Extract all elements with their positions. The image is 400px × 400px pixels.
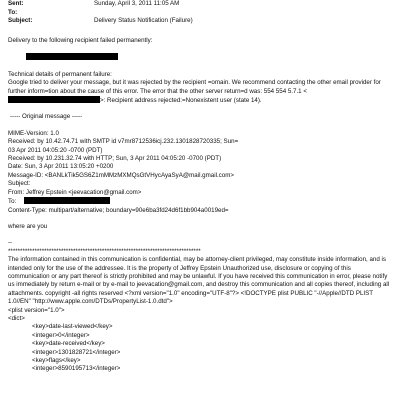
- xml-line: <key>date-last-viewed</key>: [32, 323, 113, 331]
- sent-label: Sent:: [8, 0, 24, 7]
- tech-text-main: Google tried to deliver your message, but it was rejected by the recipient =omain. We recommend contacting the other email provider for further inform=tion about the cause of this error. The error that the other server return=d was: 554 554 5.7.1 <: [8, 79, 381, 95]
- to-row: [8, 9, 392, 18]
- mime-line: 03 Apr 2011 04:05:20 -0700 (PDT): [8, 146, 103, 154]
- dict-open: <dict>: [8, 314, 25, 322]
- disclaimer-text: The information contained in this communication is confidential, may be attorney-client privileged, may constitute inside information, and is intended only for the use of the addressee. It is the property of Jeffrey Epstein Unauthorized use, disclosure or copying of this communication or any part thereof is strictly prohibited and may be unlawful. If you have received this communication in error, please notify us immediately by return e-mail or by e-mail to jeevacation@gmail.com, and destroy this communication and all copies thereof, including all attachments. copyright -all rights reserved <?xml version="1.0" encoding="UTF-8"?> <!DOCTYPE plist PUBLIC "-//Apple//DTD PLIST 1.0//EN" "http://www.apple.com/DTDs/PropertyList-1.0.dtd">: [8, 256, 390, 306]
- subject-label: Subject:: [8, 17, 33, 24]
- tech-text-tail: >: Recipient address rejected:=Nonexistent user (state 14).: [100, 97, 262, 105]
- xml-line: <key>date-received</key>: [32, 340, 105, 348]
- intro-text: Delivery to the following recipient failed permanently:: [8, 37, 153, 44]
- email-header: [8, 0, 392, 26]
- mime-line: Date: Sun, 3 Apr 2011 13:05:20 +0200: [8, 163, 114, 171]
- mime-headers: [8, 130, 392, 215]
- redaction-bar: [26, 53, 118, 60]
- email-body: [8, 37, 392, 374]
- subject-value: Delivery Status Notification (Failure): [94, 17, 193, 24]
- tech-text: [8, 79, 392, 105]
- original-message-divider: ----- Original message -----: [10, 113, 83, 121]
- sent-row: [8, 0, 392, 9]
- redaction-bar: [8, 96, 100, 103]
- mime-line: Subject:: [8, 180, 31, 188]
- xml-line: <key>flags</key>: [32, 357, 81, 364]
- message-text: where are you: [8, 222, 48, 230]
- to-label: To:: [8, 8, 18, 16]
- recipient-line: [8, 53, 392, 62]
- mime-to-label: To:: [8, 198, 17, 206]
- plist-open: <plist version="1.0">: [8, 306, 65, 314]
- subject-row: [8, 17, 392, 26]
- signature-dashes: --: [8, 239, 13, 247]
- mime-line: Received: by 10.42.74.71 with SMTP id v7mr8712536icj.232.1301828720335; Sun=: [8, 138, 239, 146]
- sent-value: Sunday, April 3, 2011 11:05 AM: [94, 0, 180, 7]
- xml-line: <integer>0</integer>: [32, 331, 90, 339]
- mime-line: From: Jeffrey Epstein <jeevacation@gmail.com>: [8, 188, 142, 196]
- tech-title: Technical details of permanent failure:: [8, 70, 112, 78]
- content-type-line: Content-Type: multipart/alternative; boundary=90e6ba3fd24d6f1bb904a0019ed=: [8, 206, 229, 214]
- stars-divider: ********************************************************************************: [8, 247, 201, 255]
- mime-line: MIME-Version: 1.0: [8, 129, 59, 137]
- redaction-bar: [24, 197, 110, 204]
- xml-line: <integer>8590195713</integer>: [32, 365, 121, 373]
- mime-to-line: [8, 197, 392, 206]
- mime-line: Received: by 10.231.32.74 with HTTP; Sun, 3 Apr 2011 04:05:20 -0700 (PDT): [8, 155, 222, 163]
- mime-line: Message-ID: <BANLkTik5GS6Z1mMMzMXMQsGtVHycAyaSyA@mail.gmail.com>: [8, 171, 234, 179]
- to-value: [94, 9, 392, 18]
- xml-line: <integer>1301828721</integer>: [32, 348, 121, 356]
